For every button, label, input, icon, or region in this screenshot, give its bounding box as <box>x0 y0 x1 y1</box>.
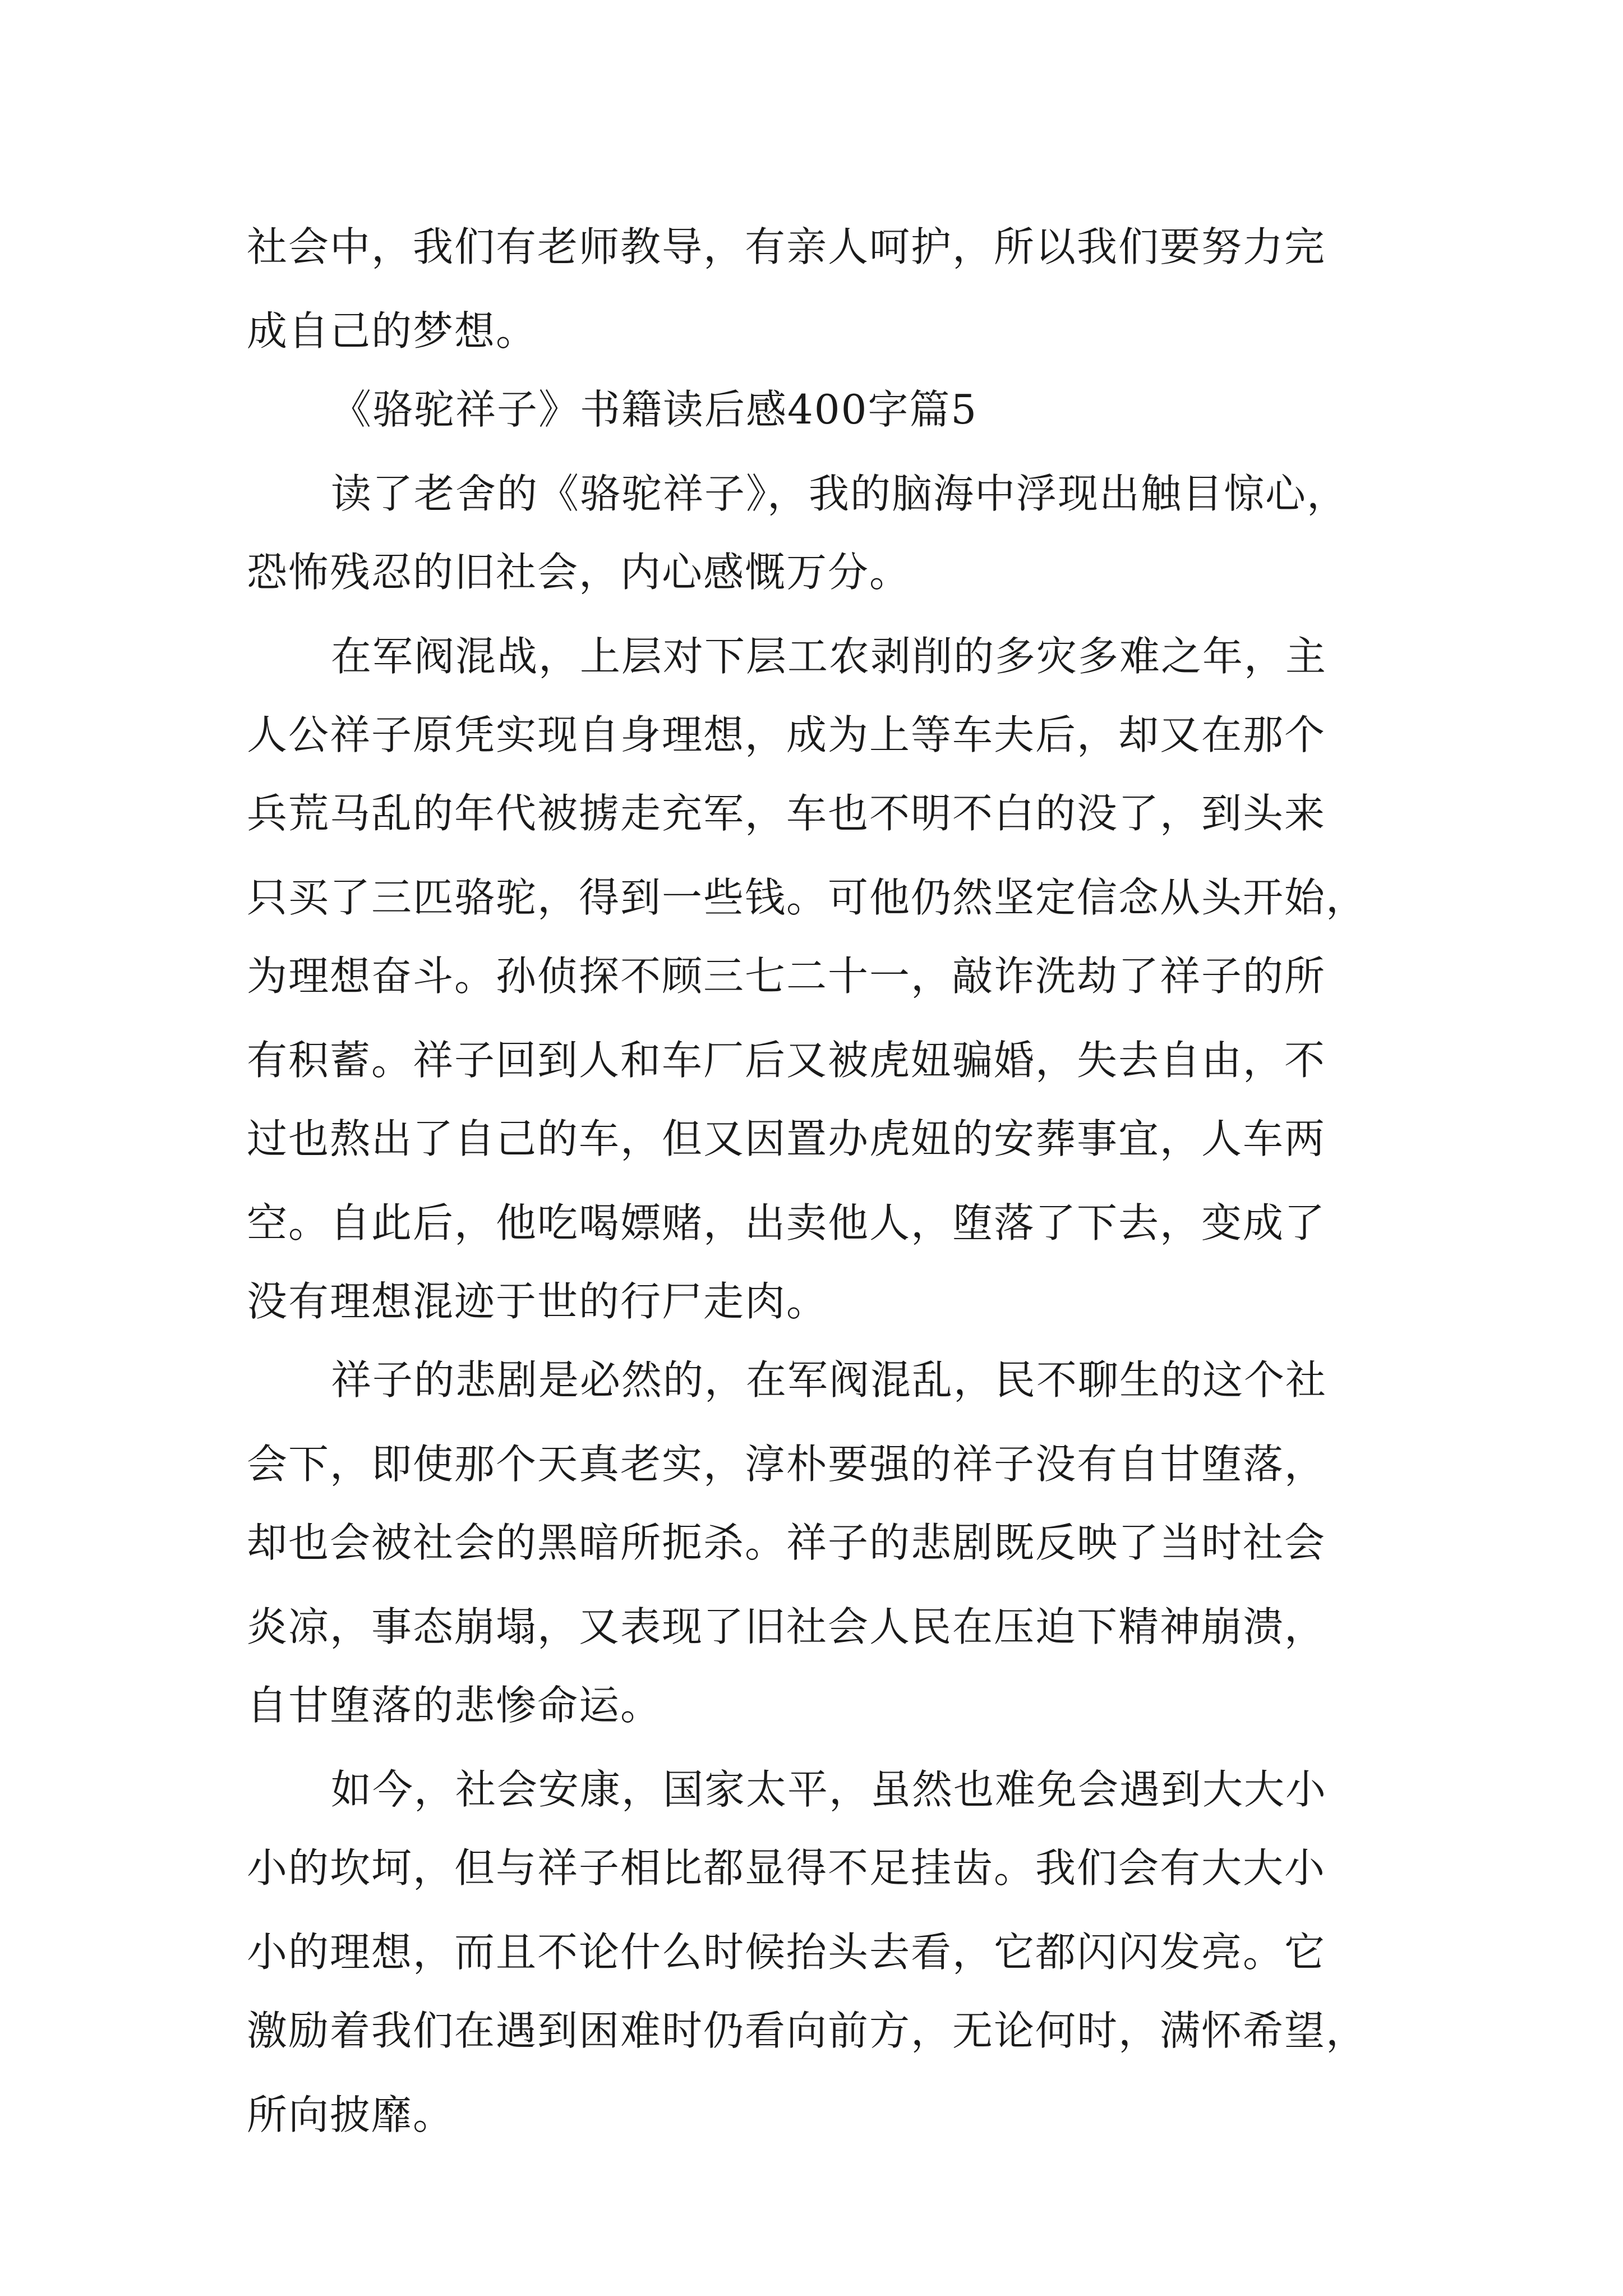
text-line: 在军阀混战，上层对下层工农剥削的多灾多难之年，主 <box>331 633 1327 680</box>
text-line: 兵荒马乱的年代被掳走充军，车也不明不白的没了，到头来 <box>247 790 1326 837</box>
text-line: 如今，社会安康，国家太平，虽然也难免会遇到大大小 <box>331 1766 1327 1813</box>
text-line: 成自己的梦想。 <box>247 307 538 355</box>
text-line: 恐怖残忍的旧社会，内心感慨万分。 <box>247 549 911 596</box>
text-line: 会下，即使那个天真老实，淳朴要强的祥子没有自甘堕落， <box>247 1441 1326 1488</box>
text-line: 炎凉，事态崩塌，又表现了旧社会人民在压迫下精神崩溃， <box>247 1603 1326 1650</box>
text-line: 人公祥子原凭实现自身理想，成为上等车夫后，却又在那个 <box>247 711 1326 758</box>
text-line: 所向披靡。 <box>247 2091 455 2138</box>
text-line: 有积蓄。祥子回到人和车厂后又被虎妞骗婚，失去自由，不 <box>247 1037 1326 1084</box>
text-line: 没有理想混迹于世的行尸走肉。 <box>247 1278 828 1325</box>
text-line: 为理想奋斗。孙侦探不顾三七二十一，敲诈洗劫了祥子的所 <box>247 953 1326 1000</box>
text-line: 小的理想，而且不论什么时候抬头去看，它都闪闪发亮。它 <box>247 1929 1326 1976</box>
text-line: 小的坎坷，但与祥子相比都显得不足挂齿。我们会有大大小 <box>247 1844 1326 1892</box>
text-line: 过也熬出了自己的车，但又因置办虎妞的安葬事宜，人车两 <box>247 1115 1326 1162</box>
text-line: 读了老舍的《骆驼祥子》，我的脑海中浮现出触目惊心， <box>331 470 1349 517</box>
text-line: 空。自此后，他吃喝嫖赌，出卖他人，堕落了下去，变成了 <box>247 1199 1326 1246</box>
text-line: 祥子的悲剧是必然的，在军阀混乱，民不聊生的这个社 <box>331 1356 1327 1404</box>
text-line: 激励着我们在遇到困难时仍看向前方，无论何时，满怀希望， <box>247 2007 1368 2054</box>
section-heading: 《骆驼祥子》书籍读后感400字篇5 <box>331 386 978 433</box>
text-line: 只买了三匹骆驼，得到一些钱。可他仍然坚定信念从头开始， <box>247 874 1368 921</box>
text-line: 自甘堕落的悲惨命运。 <box>247 1682 662 1729</box>
text-line: 却也会被社会的黑暗所扼杀。祥子的悲剧既反映了当时社会 <box>247 1519 1326 1566</box>
text-line: 社会中，我们有老师教导，有亲人呵护，所以我们要努力完 <box>247 223 1326 270</box>
